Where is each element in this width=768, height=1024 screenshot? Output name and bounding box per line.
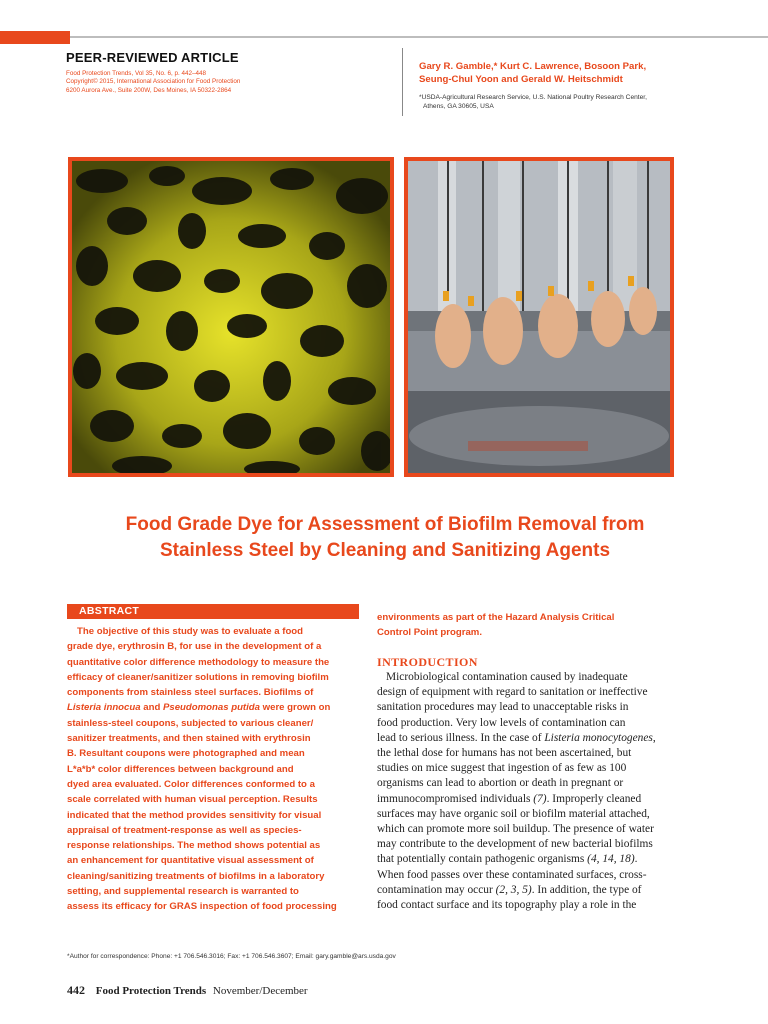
title-line: Food Grade Dye for Assessment of Biofilm Removal from: [125, 514, 645, 535]
intro-line: surfaces may have organic soil or biofilm material attached,: [377, 807, 650, 820]
citation-line: Copyright© 2015, International Association for Food Protection: [66, 78, 241, 86]
abstract-line: appraisal of treatment-response as well as species-: [67, 824, 302, 836]
abstract-line: scale correlated with human visual perception. Results: [67, 794, 318, 806]
intro-line: sanitation procedures may lead to unacceptable risks in: [377, 701, 629, 714]
citation-line: Food Protection Trends, Vol 35, No. 6, p. 442–448: [66, 70, 207, 77]
title-line: Stainless Steel by Cleaning and Sanitizing Agents: [159, 540, 611, 561]
intro-text: ,: [652, 731, 656, 744]
intro-text: .: [634, 853, 638, 866]
abstract-line: setting, and supplemental research is warranted to: [67, 886, 299, 898]
intro-line: When food passes over these contaminated surfaces, cross-: [377, 868, 647, 881]
journal-name: Food Protection Trends: [95, 985, 207, 997]
intro-line: food contact surface and its topography play a role in the: [377, 899, 637, 912]
intro-line: food production. Very low levels of contamination can: [377, 716, 626, 729]
abstract-line: Control Point program.: [377, 627, 482, 639]
intro-text: . Improperly cleaned: [546, 792, 642, 805]
top-rule-accent: [0, 31, 70, 44]
citation-ref: (7): [533, 792, 547, 805]
abstract-line: B. Resultant coupons were photographed and mean: [67, 748, 305, 760]
intro-line: design of equipment with regard to sanitation or ineffective: [377, 686, 648, 699]
affiliation: [419, 93, 759, 111]
intro-line: Microbiological contamination caused by inadequate: [386, 671, 628, 683]
affiliation-line: *USDA-Agricultural Research Service, U.S. National Poultry Research Center,: [419, 94, 647, 101]
abstract-line: components from stainless steel surfaces. Biofilms of: [67, 687, 314, 699]
citation-ref: (4, 14, 18): [587, 853, 635, 866]
correspondence-footnote: *Author for correspondence: Phone: +1 706.546.3016; Fax: +1 706.546.3607; Email: gary.gamble@ars.usda.gov: [67, 953, 396, 960]
species-name: Listeria monocytogenes: [544, 731, 653, 744]
species-name: Listeria innocua: [67, 702, 141, 714]
intro-line: [377, 883, 649, 898]
intro-text: that potentially contain pathogenic organisms: [377, 853, 588, 866]
issue-label: November/December: [212, 985, 308, 997]
intro-line: the lethal dose for humans has not been ascertained, but: [377, 747, 632, 760]
abstract-line: quantitative color difference methodology to measure the: [67, 656, 330, 668]
page-footer: [67, 983, 308, 998]
author-line: Seung-Chul Yoon and Gerald W. Heitschmidt: [419, 73, 623, 85]
intro-line: [377, 792, 649, 807]
page-number: 442: [67, 983, 85, 997]
poultry-processing-photo: [404, 157, 674, 477]
abstract-body: [67, 624, 359, 915]
introduction-body: [377, 670, 656, 913]
intro-line: studies on mice suggest that ingestion of as few as 100: [377, 762, 627, 775]
biofilm-stain-image: [72, 161, 390, 473]
abstract-line: dyed area evaluated. Color differences conformed to a: [67, 778, 315, 790]
intro-line: [377, 731, 656, 746]
abstract-line: assess its efficacy for GRAS inspection of food processing: [67, 901, 337, 913]
abstract-line: indicated that the method provides sensitivity for visual: [67, 809, 322, 821]
intro-text: contamination may occur: [377, 883, 496, 896]
intro-text: lead to serious illness. In the case of: [377, 731, 545, 744]
intro-line: [377, 852, 649, 867]
abstract-line: cleaning/sanitizing treatments of biofilms in a laboratory: [67, 870, 325, 882]
intro-line: organisms can lead to abortion or death in pregnant or: [377, 777, 624, 790]
abstract-line: environments as part of the Hazard Analysis Critical: [377, 612, 615, 623]
species-name: Pseudomonas putida: [162, 702, 260, 714]
affiliation-line: Athens, GA 30605, USA: [423, 103, 494, 110]
intro-text: immunocompromised individuals: [377, 792, 534, 805]
top-rule: [0, 31, 768, 44]
biofilm-stain-photo: [68, 157, 394, 477]
abstract-continued: [377, 610, 657, 641]
abstract-line: response relationships. The method shows potential as: [67, 840, 321, 852]
abstract-line: sanitizer treatments, and then stained with erythrosin: [67, 733, 311, 745]
abstract-line: [67, 700, 359, 715]
intro-text: . In addition, the type of: [531, 883, 642, 896]
abstract-heading: ABSTRACT: [79, 605, 140, 617]
abstract-line: L*a*b* color differences between background and: [67, 763, 294, 775]
citation-block: [66, 70, 386, 95]
abstract-line: an enhancement for quantitative visual assessment of: [67, 855, 314, 867]
introduction-heading: INTRODUCTION: [377, 655, 478, 669]
poultry-line-image: [408, 161, 670, 473]
abstract-heading-bar: [67, 604, 359, 619]
author-line: Gary R. Gamble,* Kurt C. Lawrence, Bosoon Park,: [419, 61, 647, 72]
intro-line: which can promote more soil buildup. The presence of water: [377, 823, 654, 836]
citation-line: 6200 Aurora Ave., Suite 200W, Des Moines, IA 50322-2864: [66, 86, 232, 94]
abstract-line: The objective of this study was to evaluate a food: [77, 626, 304, 637]
citation-ref: (2, 3, 5): [495, 883, 532, 896]
abstract-text: and: [140, 702, 163, 714]
abstract-line: grade dye, erythrosin B, for use in the development of a: [67, 641, 322, 653]
author-list: [419, 61, 759, 86]
intro-line: may contribute to the development of new bacterial biofilms: [377, 838, 653, 851]
top-rule-line: [70, 36, 768, 38]
abstract-line: stainless-steel coupons, subjected to various cleaner/: [67, 717, 314, 729]
article-type-label: PEER-REVIEWED ARTICLE: [66, 50, 239, 65]
abstract-text: were grown on: [259, 702, 331, 714]
article-title: [70, 512, 700, 564]
abstract-line: efficacy of cleaner/sanitizer solutions in removing biofilm: [67, 671, 329, 683]
header-divider: [402, 48, 403, 116]
